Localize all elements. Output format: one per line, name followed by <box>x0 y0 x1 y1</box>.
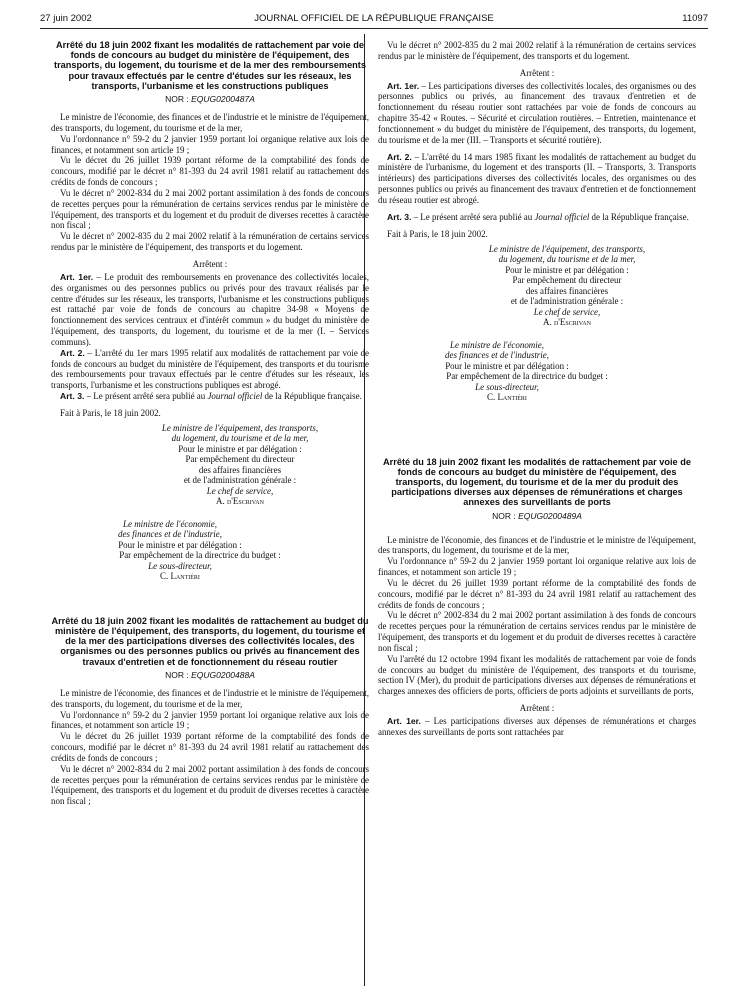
paragraph: Le ministre de l'économie, des finances et de l'industrie et le ministre de l'équipement, des transports, du logement, du tourisme et de la mer, <box>378 534 696 556</box>
signatory-name: C. Lantiéri <box>487 392 527 402</box>
nor-reference: NOR : EQUG0200487A <box>165 94 255 105</box>
paragraph: Vu l'ordonnance n° 59-2 du 2 janvier 1959 portant loi organique relative aux lois de finances, et notamment son article 19 ; <box>51 709 369 731</box>
nor-reference: NOR : EQUG0200489A <box>492 510 582 521</box>
nor-reference: NOR : EQUG0200488A <box>165 669 255 680</box>
signatory-name: A. d'Escrivan <box>543 317 591 327</box>
article-1: Art. 1er. – Les participations diverses aux dépenses de rémunérations et charges annexes des surveillants de ports sont rattachées par <box>378 716 696 737</box>
header-page-number: 11097 <box>682 13 708 24</box>
fait-a-paris: Fait à Paris, le 18 juin 2002. <box>387 228 488 239</box>
right-column <box>378 40 696 988</box>
header-journal-title: JOURNAL OFFICIEL DE LA RÉPUBLIQUE FRANÇAISE <box>254 13 494 24</box>
decree-3 <box>378 457 696 738</box>
nor-code: EQUG0200487A <box>191 94 255 105</box>
decree-2-continued <box>378 40 696 403</box>
paragraph: Vu le décret du 26 juillet 1939 portant réforme de la comptabilité des fonds de concours, modifié par le décret n° 81-393 du 24 avril 1981 relatif au rattachement des crédits de fonds de concours ; <box>51 155 369 188</box>
paragraph: Vu l'arrêté du 12 octobre 1994 fixant les modalités de rattachement par voie de fonds de concours au budget du ministère de l'équipement, des transports et du tourisme, section IV (Mer), du produit de participations diverses aux dépenses de rémunérations et charges annexes des officiers de ports, officiers de ports adjoints et surveillants de ports, <box>378 653 696 697</box>
arretent-heading: Arrêtent : <box>192 258 228 269</box>
nor-code: EQUG0200488A <box>191 669 255 680</box>
paragraph: Le ministre de l'économie, des finances et de l'industrie et le ministre de l'équipement, des transports, du logement, du tourisme et de la mer, <box>51 112 369 133</box>
decree-2 <box>51 616 369 807</box>
arretent-heading: Arrêtent : <box>519 703 555 714</box>
paragraph: Vu le décret du 26 juillet 1939 portant réforme de la comptabilité des fonds de concours, modifié par le décret n° 81-393 du 24 avril 1981 relatif au rattachement des crédits de fonds de concours ; <box>51 731 369 763</box>
article-3: Art. 3. – Le présent arrêté sera publié au Journal officiel de la République française. <box>387 211 689 222</box>
paragraph: Le ministre de l'économie, des finances et de l'industrie et le ministre de l'équipement, des transports, du logement, du tourisme et de la mer, <box>51 687 369 709</box>
signatory-name: C. Lantiéri <box>160 571 200 582</box>
decree-title: Arrêté du 18 juin 2002 fixant les modalités de rattachement par voie de fonds de concours au budget du ministère de l'équipement, des transports, du logement, du tourisme et de la mer du produit des participations diverses aux dépenses de rémunérations et charges annexes des surveillants de ports <box>383 456 691 508</box>
article-1: Art. 1er. – Le produit des remboursements en provenance des collectivités locales, des organismes ou des personnes publics ou privés pour des travaux réalisés par le centre d'études sur les réseaux, les transports, l'urbanisme et les constructions publiques est rattaché par voie de fonds de concours au chapitre 34-98 « Moyens de fonctionnement des services centraux et d'intérêt commun » du budget du ministère de l'équipement, des transports, du logement, du tourisme et de la mer (I. – Services communs). <box>51 271 369 347</box>
left-column <box>51 40 369 988</box>
decree-title: Arrêté du 18 juin 2002 fixant les modalités de rattachement au budget du ministère de l'équipement, des transports, du logement, du tourisme et de la mer des participations diverses des collectivités locales, des organismes ou des personnes publics ou privés au financement des travaux d'entretien et de fonctionnement du réseau routier <box>51 615 369 667</box>
header-date: 27 juin 2002 <box>40 13 92 24</box>
decree-title: Arrêté du 18 juin 2002 fixant les modalités de rattachement par voie de fonds de concours au budget du ministère de l'équipement, des transports, du logement, du tourisme et de la mer des remboursements pour travaux effectués par le centre d'études sur les réseaux, les transports, l'urbanisme et les constructions publiques <box>54 40 366 91</box>
signatory-name: A. d'Escrivan <box>216 496 264 507</box>
paragraph: Vu l'ordonnance n° 59-2 du 2 janvier 1959 portant loi organique relative aux lois de finances, et notamment son article 19 ; <box>51 133 369 155</box>
decree-1 <box>51 40 369 582</box>
article-1: Art. 1er. – Les participations diverses des collectivités locales, des organismes ou des personnes publics ou privés, au financement des travaux d'entretien et de fonctionnement du réseau routier sont rattachées par voie de fonds de concours au chapitre 35-42 « Routes. – Sécurité et circulation routières. – Entretien, maintenance et fonctionnement » du budget du ministère de l'équipement, des transports, du logement, du tourisme et de la mer (III. – Transports et sécurité routière). <box>378 80 696 145</box>
paragraph: Vu le décret n° 2002-835 du 2 mai 2002 relatif à la rémunération de certains services rendus par le ministère de l'équipement, des transports et du logement. <box>51 231 369 253</box>
header-rule <box>40 28 708 29</box>
paragraph: Vu l'ordonnance n° 59-2 du 2 janvier 1959 portant loi organique relative aux lois de finances, et notamment son article 19 ; <box>378 556 696 578</box>
nor-code: EQUG0200489A <box>518 510 582 521</box>
signature-block-economie: Le ministre de l'économie, des finances et de l'industrie, Pour le ministre et par délégation : Par empêchement de la directrice du budget : Le sous-directeur, C. Lantiéri <box>378 340 696 403</box>
fait-a-paris: Fait à Paris, le 18 juin 2002. <box>60 407 161 418</box>
paragraph: Vu le décret du 26 juillet 1939 portant réforme de la comptabilité des fonds de concours, modifié par le décret n° 81-393 du 24 avril 1981 relatif au rattachement des crédits de fonds de concours ; <box>378 577 696 610</box>
article-2: Art. 2. – L'arrêté du 14 mars 1985 fixant les modalités de rattachement au budget du ministère de l'urbanisme, du logement et des transports (II. – Transports, 3. Transports intérieurs) des participations diverses des collectivités locales, des organismes ou des personnes publics ou privés au financement des travaux d'entretien et de fonctionnement du réseau routier est abrogé. <box>378 151 696 205</box>
paragraph: Vu le décret n° 2002-835 du 2 mai 2002 relatif à la rémunération de certains services rendus par le ministère de l'équipement, des transports et du logement. <box>378 40 696 61</box>
page-header <box>40 13 708 27</box>
paragraph: Vu le décret n° 2002-834 du 2 mai 2002 portant assimilation à des fonds de concours de recettes perçues pour la rémunération de certains services rendus par le ministère de l'équipement, des transports et du logement et du produit de diverses recettes à caractère non fiscal ; <box>51 763 369 807</box>
signature-block-economie: Le ministre de l'économie, des finances et de l'industrie, Pour le ministre et par délégation : Par empêchement de la directrice du budget : Le sous-directeur, C. Lantiéri <box>51 519 369 582</box>
article-2: Art. 2. – L'arrêté du 1er mars 1995 relatif aux modalités de rattachement par voie de fonds de concours au budget du ministère de l'équipement, des transports et du tourisme des remboursements pour travaux effectués par le centre d'études sur les réseaux, les transports, l'urbanisme et les constructions publiques est abrogé. <box>51 347 369 391</box>
signature-block-equipement: Le ministre de l'équipement, des transports, du logement, du tourisme et de la mer, Pour le ministre et par délégation : Par empêchement du directeur des affaires financières et de l'administration générale : Le chef de service, A. d'Escrivan <box>378 244 696 328</box>
article-3: Art. 3. – Le présent arrêté sera publié au Journal officiel de la République française. <box>60 391 362 402</box>
paragraph: Vu le décret n° 2002-834 du 2 mai 2002 portant assimilation à des fonds de concours de recettes perçues pour la rémunération de certains services rendus par le ministère de l'équipement, des transports et du logement et du produit de diverses recettes à caractère non fiscal ; <box>51 187 369 231</box>
paragraph: Vu le décret n° 2002-834 du 2 mai 2002 portant assimilation à des fonds de concours de recettes perçues pour la rémunération de certains services rendus par le ministère de l'équipement, des transports et du logement et du produit de diverses recettes à caractère non fiscal ; <box>378 610 696 653</box>
signature-block-equipement: Le ministre de l'équipement, des transports, du logement, du tourisme et de la mer, Pour le ministre et par délégation : Par empêchement du directeur des affaires financières et de l'administration générale : Le chef de service, A. d'Escrivan <box>51 423 369 507</box>
arretent-heading: Arrêtent : <box>519 67 555 78</box>
